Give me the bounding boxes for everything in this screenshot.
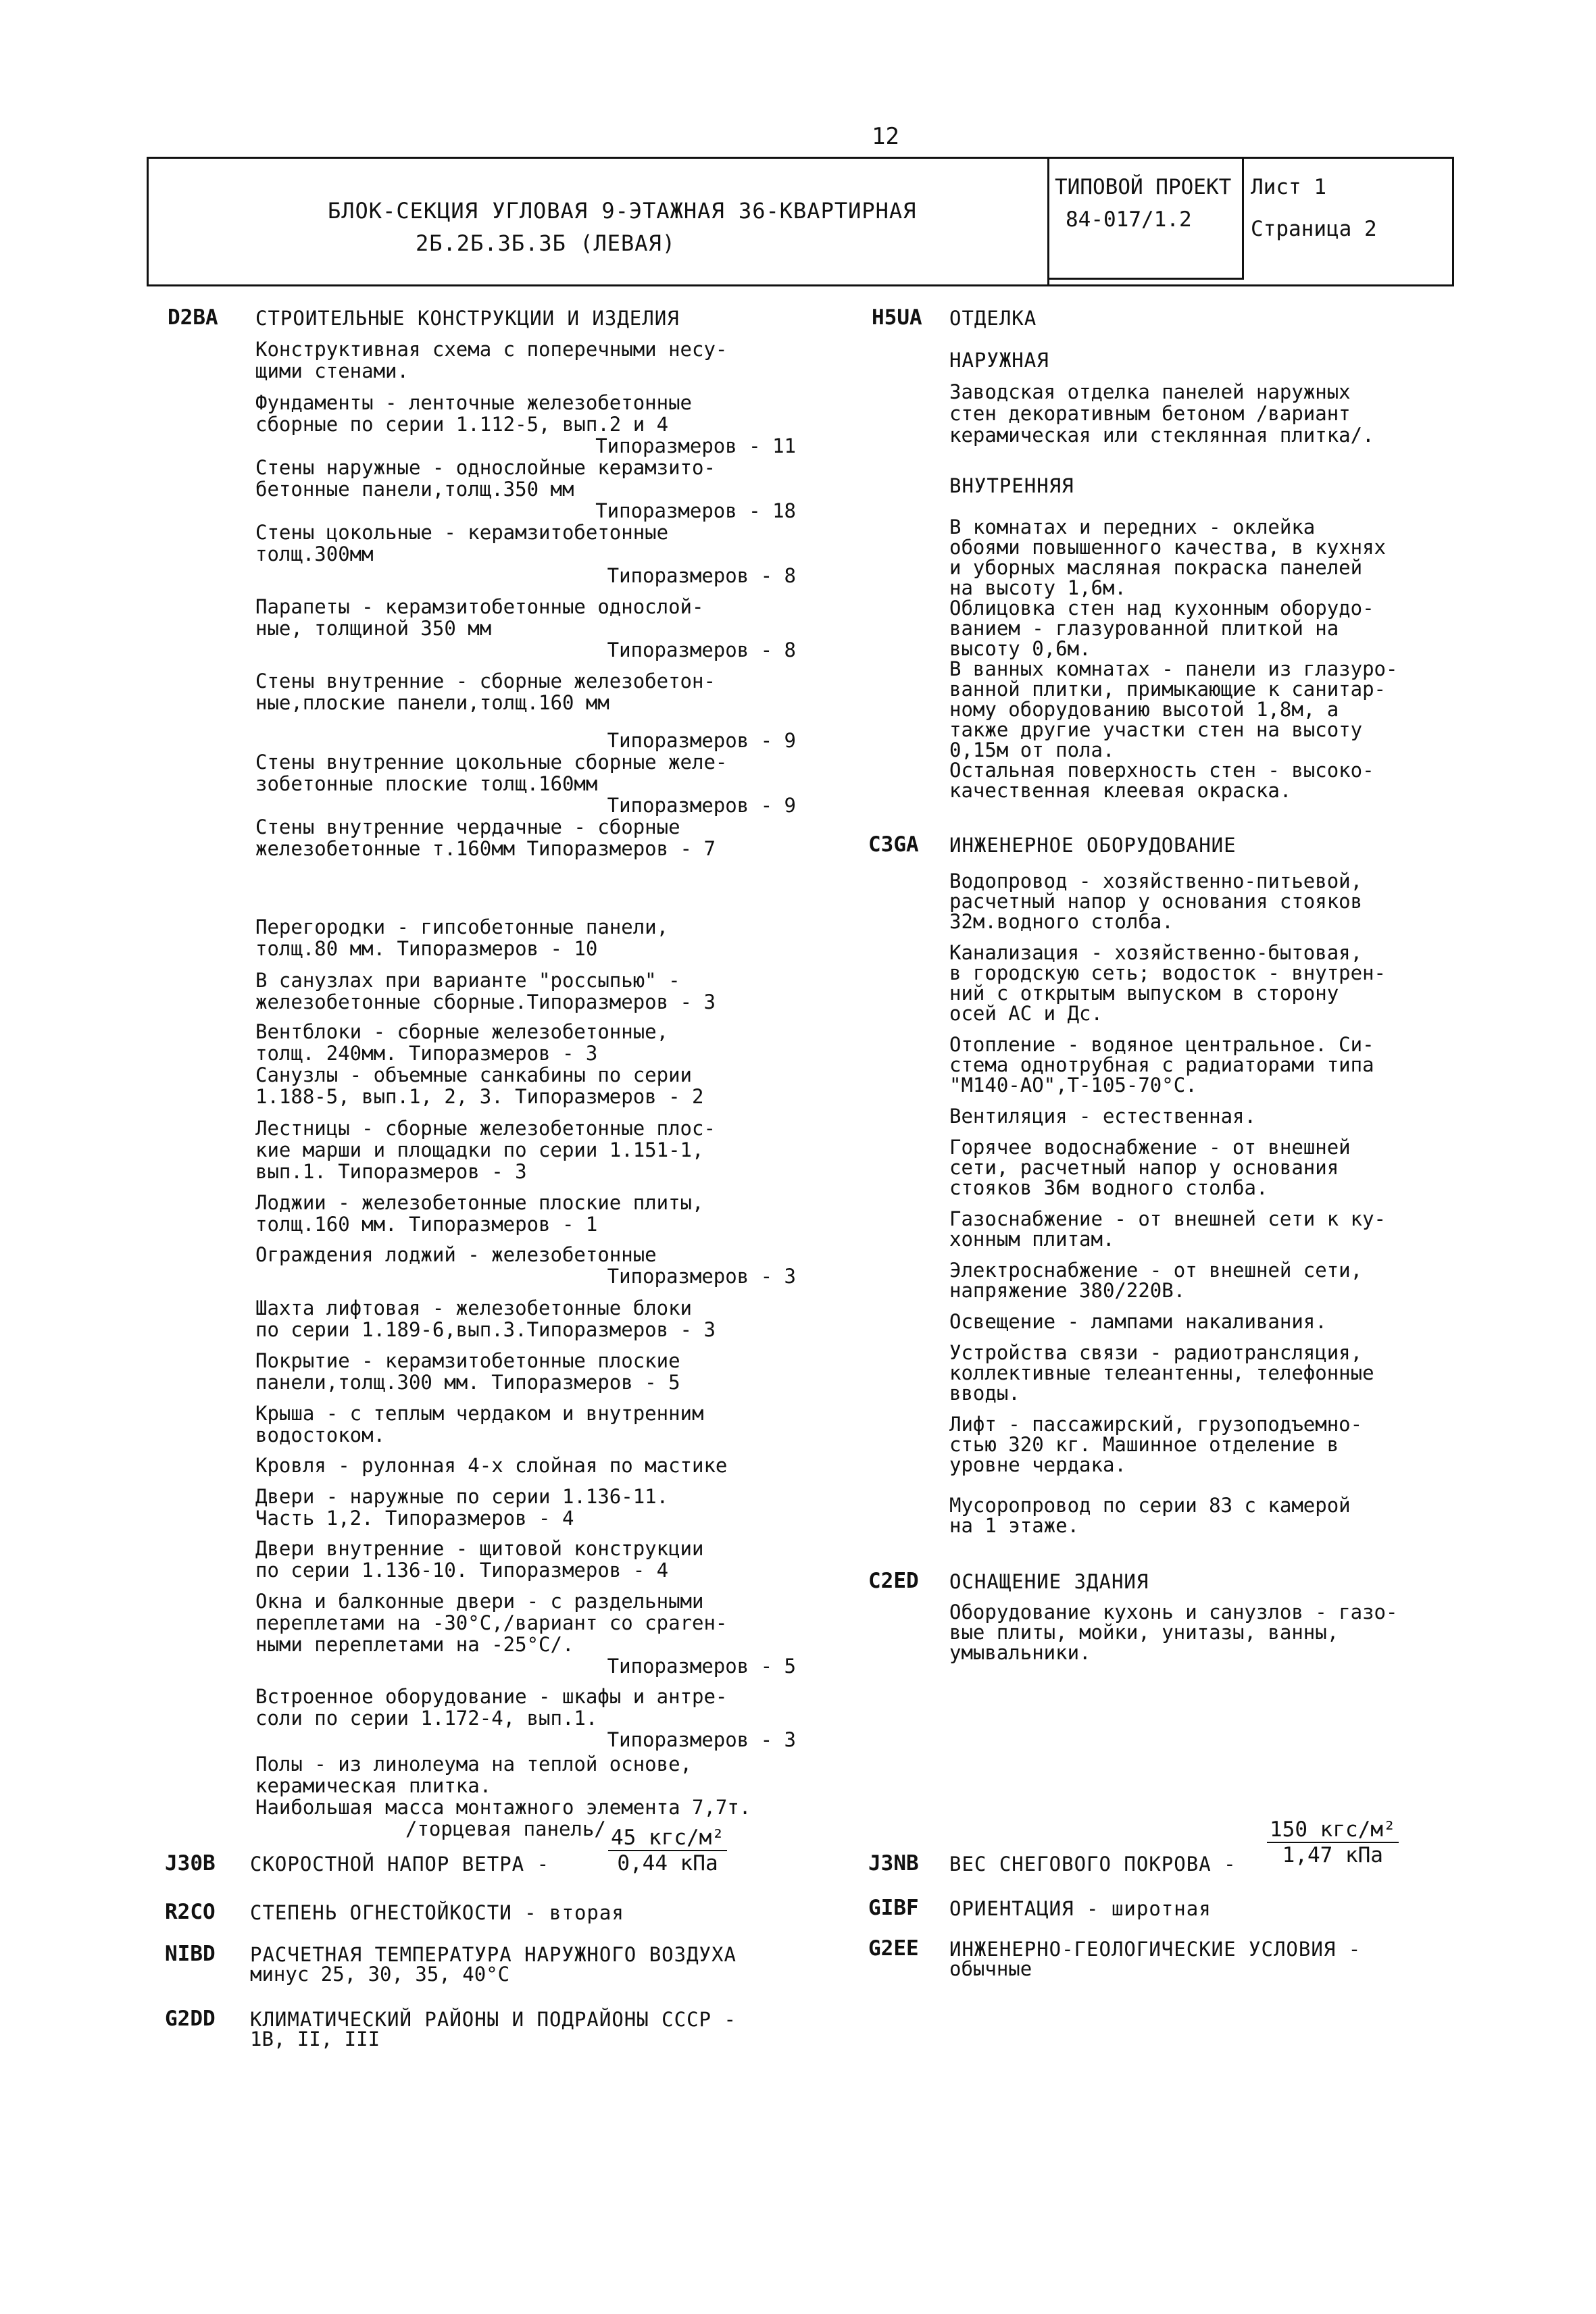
param-label: СТЕПЕНЬ ОГНЕСТОЙКОСТИ - вторая: [250, 1901, 624, 1924]
text-line: толщ.300мм: [255, 543, 374, 565]
text-line: ные,плоские панели,толщ.160 мм: [255, 691, 609, 714]
fraction-denominator: 1,47 кПа: [1282, 1843, 1383, 1867]
param-code: R2CO: [165, 1900, 216, 1924]
text-line: стен декоративным бетоном /вариант: [949, 402, 1351, 425]
count: Типоразмеров - 3: [607, 1265, 796, 1288]
section-code: D2BA: [168, 305, 218, 330]
text-line: Часть 1,2. Типоразмеров - 4: [255, 1507, 574, 1530]
text-line: Стены наружные - однослойные керамзито-: [255, 456, 716, 479]
section-code: C2ED: [868, 1569, 919, 1593]
text-line: стью 320 кг. Машинное отделение в: [949, 1433, 1339, 1456]
sheet-label: Лист 1: [1251, 175, 1326, 199]
text-line: Стены внутренние - сборные железобетон-: [255, 670, 716, 693]
text-line: Окна и балконные двери - с раздельными: [255, 1590, 704, 1613]
text-line: Лоджии - железобетонные плоские плиты,: [255, 1191, 704, 1214]
project-label: ТИПОВОЙ ПРОЕКТ: [1055, 175, 1232, 199]
text-line: Крыша - с теплым чердаком и внутренним: [255, 1402, 704, 1425]
text-line: толщ.80 мм. Типоразмеров - 10: [255, 937, 598, 960]
text-line: толщ. 240мм. Типоразмеров - 3: [255, 1042, 598, 1065]
text-line: расчетный напор у основания стояков: [949, 890, 1363, 913]
text-line: на высоту 1,6м.: [949, 576, 1126, 599]
text-line: ному оборудованию высотой 1,8м, а: [949, 698, 1339, 721]
text-line: Встроенное оборудование - шкафы и антре-: [255, 1685, 728, 1708]
text-line: железобетонные т.160мм Типоразмеров - 7: [255, 837, 716, 860]
text-line: Остальная поверхность стен - высоко-: [949, 759, 1374, 782]
param-label: СКОРОСТНОЙ НАПОР ВЕТРА -: [250, 1853, 550, 1876]
count: Типоразмеров - 18: [595, 499, 796, 522]
subheading: НАРУЖНАЯ: [949, 349, 1049, 372]
text-line: Отопление - водяное центральное. Си-: [949, 1033, 1374, 1056]
text-line: кие марши и площадки по серии 1.151-1,: [255, 1138, 704, 1161]
text-line: Двери - наружные по серии 1.136-11.: [255, 1485, 669, 1508]
text-line: и уборных масляная покраска панелей: [949, 556, 1363, 579]
text-line: панели,толщ.300 мм. Типоразмеров - 5: [255, 1371, 680, 1394]
text-line: Устройства связи - радиотрансляция,: [949, 1341, 1363, 1364]
text-line: Конструктивная схема с поперечными несу-: [255, 338, 728, 361]
text-line: водостоком.: [255, 1424, 386, 1447]
text-line: Покрытие - керамзитобетонные плоские: [255, 1349, 680, 1372]
section-code: H5UA: [872, 305, 922, 330]
count: Типоразмеров - 11: [595, 434, 796, 457]
fraction-denominator: 0,44 кПа: [617, 1851, 718, 1876]
title-block: [147, 157, 1454, 286]
title-line-2: 2Б.2Б.3Б.3Б (ЛЕВАЯ): [416, 230, 676, 256]
wind-fraction: [608, 1826, 727, 1876]
text-line: Фундаменты - ленточные железобетонные: [255, 391, 693, 414]
param-code: G2DD: [165, 2007, 216, 2031]
text-line: Стены цокольные - керамзитобетонные: [255, 521, 669, 544]
text-line: хонным плитам.: [949, 1228, 1115, 1251]
text-line: Перегородки - гипсобетонные панели,: [255, 915, 669, 938]
text-line: сборные по серии 1.112-5, вып.2 и 4: [255, 413, 669, 436]
text-line: сети, расчетный напор у основания: [949, 1156, 1339, 1179]
section-heading: СТРОИТЕЛЬНЫЕ КОНСТРУКЦИИ И ИЗДЕЛИЯ: [255, 307, 680, 330]
text-line: Стены внутренние цокольные сборные желе-: [255, 751, 728, 774]
text-line: Заводская отделка панелей наружных: [949, 380, 1351, 403]
text-line: В ванных комнатах - панели из глазуро-: [949, 657, 1398, 680]
text-line: железобетонные сборные.Типоразмеров - 3: [255, 990, 716, 1013]
text-line: Наибольшая масса монтажного элемента 7,7т.: [255, 1796, 751, 1819]
fraction-numerator: 45 кгс/м²: [608, 1826, 727, 1851]
param-label: КЛИМАТИЧЕСКИЙ РАЙОНЫ И ПОДРАЙОНЫ СССР -: [250, 2008, 737, 2031]
page-number: 12: [872, 123, 899, 150]
text-line: 32м.водного столба.: [949, 910, 1174, 933]
param-label: РАСЧЕТНАЯ ТЕМПЕРАТУРА НАРУЖНОГО ВОЗДУХА: [250, 1943, 737, 1966]
text-line: ные, толщиной 350 мм: [255, 617, 492, 640]
section-code: C3GA: [868, 832, 919, 857]
text-line: Облицовка стен над кухонным оборудо-: [949, 597, 1374, 620]
count: Типоразмеров - 3: [607, 1728, 796, 1751]
text-line: Освещение - лампами накаливания.: [949, 1310, 1327, 1333]
text-line: Водопровод - хозяйственно-питьевой,: [949, 870, 1363, 892]
text-line: Полы - из линолеума на теплой основе,: [255, 1753, 693, 1776]
text-line: Оборудование кухонь и санузлов - газо-: [949, 1601, 1398, 1624]
text-line: ванием - глазурованной плиткой на: [949, 617, 1339, 640]
section-heading: ИНЖЕНЕРНОЕ ОБОРУДОВАНИЕ: [949, 834, 1237, 857]
snow-fraction: [1267, 1817, 1399, 1867]
text-line: 1.188-5, вып.1, 2, 3. Типоразмеров - 2: [255, 1085, 704, 1108]
text-line: "М140-АО",Т-105-70°С.: [949, 1074, 1197, 1097]
text-line: керамическая плитка.: [255, 1774, 492, 1797]
text-line: 0,15м от пола.: [949, 738, 1115, 761]
param-code: J30B: [165, 1851, 216, 1876]
param-value: обычные: [949, 1957, 1032, 1980]
text-line: толщ.160 мм. Типоразмеров - 1: [255, 1213, 598, 1236]
text-line: Санузлы - объемные санкабины по серии: [255, 1063, 693, 1086]
param-label: ВЕС СНЕГОВОГО ПОКРОВА -: [949, 1853, 1237, 1876]
text-line: коллективные телеантенны, телефонные: [949, 1361, 1374, 1384]
param-code: GIBF: [868, 1896, 919, 1920]
text-line: качественная клеевая окраска.: [949, 779, 1292, 802]
title-line-1: БЛОК-СЕКЦИЯ УГЛОВАЯ 9-ЭТАЖНАЯ 36-КВАРТИРНАЯ: [328, 198, 917, 224]
text-line: в городскую сеть; водосток - внутрен-: [949, 961, 1387, 984]
text-line: Канализация - хозяйственно-бытовая,: [949, 941, 1363, 964]
text-line: В комнатах и передних - оклейка: [949, 515, 1316, 538]
text-line: напряжение 380/220В.: [949, 1279, 1186, 1302]
text-line: Парапеты - керамзитобетонные однослой-: [255, 595, 704, 618]
text-line: на 1 этаже.: [949, 1514, 1080, 1537]
count: Типоразмеров - 9: [607, 729, 796, 752]
sheet-cell: [1244, 159, 1452, 284]
text-line: вые плиты, мойки, унитазы, ванны,: [949, 1621, 1339, 1644]
text-line: Ограждения лоджий - железобетонные: [255, 1243, 657, 1266]
text-line: щими стенами.: [255, 359, 409, 382]
text-line: Горячее водоснабжение - от внешней: [949, 1136, 1351, 1159]
text-line: обоями повышенного качества, в кухнях: [949, 536, 1387, 559]
text-line: высоту 0,6м.: [949, 637, 1091, 660]
text-line: также другие участки стен на высоту: [949, 718, 1363, 741]
text-line: ными переплетами на -25°С/.: [255, 1633, 574, 1656]
param-value: минус 25, 30, 35, 40°С: [250, 1963, 510, 1986]
text-line: переплетами на -30°С,/вариант со сparен-: [255, 1611, 728, 1634]
text-line: уровне чердака.: [949, 1453, 1126, 1476]
text-line: бетонные панели,толщ.350 мм: [255, 478, 574, 501]
title-cell: [149, 159, 1049, 284]
param-code: NIBD: [165, 1942, 216, 1966]
section-heading: ОСНАЩЕНИЕ ЗДАНИЯ: [949, 1570, 1149, 1593]
text-line: Мусоропровод по серии 83 с камерой: [949, 1494, 1351, 1517]
text-line: ний с открытым выпуском в сторону: [949, 982, 1339, 1005]
text-line: вып.1. Типоразмеров - 3: [255, 1160, 527, 1183]
text-line: осей АС и Дс.: [949, 1002, 1103, 1025]
text-line: умывальники.: [949, 1641, 1091, 1664]
param-code: J3NB: [868, 1851, 919, 1876]
section-heading: ОТДЕЛКА: [949, 307, 1037, 330]
text-line: по серии 1.136-10. Типоразмеров - 4: [255, 1559, 669, 1582]
text-line: керамическая или стеклянная плитка/.: [949, 424, 1374, 447]
fraction-numerator: 150 кгс/м²: [1267, 1817, 1399, 1843]
project-cell: [1049, 159, 1244, 280]
subheading: ВНУТРЕННЯЯ: [949, 474, 1074, 497]
text-line: Газоснабжение - от внешней сети к ку-: [949, 1207, 1387, 1230]
text-line: Шахта лифтовая - железобетонные блоки: [255, 1297, 693, 1319]
count: Типоразмеров - 8: [607, 564, 796, 587]
text-line: Лестницы - сборные железобетонные плос-: [255, 1117, 716, 1140]
count: Типоразмеров - 8: [607, 638, 796, 661]
count: Типоразмеров - 9: [607, 794, 796, 817]
text-line: Кровля - рулонная 4-х слойная по мастике: [255, 1454, 728, 1477]
param-value: 1В, II, III: [250, 2028, 380, 2051]
text-line: Вентиляция - естественная.: [949, 1105, 1256, 1128]
text-line: стема однотрубная с радиаторами типа: [949, 1053, 1374, 1076]
text-line: Вентблоки - сборные железобетонные,: [255, 1020, 669, 1043]
text-line: /торцевая панель/: [405, 1817, 606, 1840]
text-line: вводы.: [949, 1382, 1020, 1405]
text-line: соли по серии 1.172-4, вып.1.: [255, 1707, 598, 1730]
text-line: Двери внутренние - щитовой конструкции: [255, 1537, 704, 1560]
text-line: Лифт - пассажирский, грузоподъемно-: [949, 1413, 1363, 1436]
param-label: ИНЖЕНЕРНО-ГЕОЛОГИЧЕСКИЕ УСЛОВИЯ -: [949, 1938, 1362, 1961]
project-number: 84-017/1.2: [1066, 207, 1192, 232]
text-line: по серии 1.189-6,вып.3.Типоразмеров - 3: [255, 1318, 716, 1341]
text-line: ванной плитки, примыкающие к санитар-: [949, 678, 1387, 701]
text-line: Электроснабжение - от внешней сети,: [949, 1259, 1363, 1282]
param-label: ОРИЕНТАЦИЯ - широтная: [949, 1897, 1212, 1920]
text-line: зобетонные плоские толщ.160мм: [255, 772, 598, 795]
count: Типоразмеров - 5: [607, 1655, 796, 1678]
text-line: Стены внутренние чердачные - сборные: [255, 815, 680, 838]
page-label: Страница 2: [1251, 217, 1377, 241]
text-line: В санузлах при варианте "россыпью" -: [255, 969, 680, 992]
param-code: G2EE: [868, 1936, 919, 1961]
text-line: стояков 36м водного столба.: [949, 1176, 1268, 1199]
